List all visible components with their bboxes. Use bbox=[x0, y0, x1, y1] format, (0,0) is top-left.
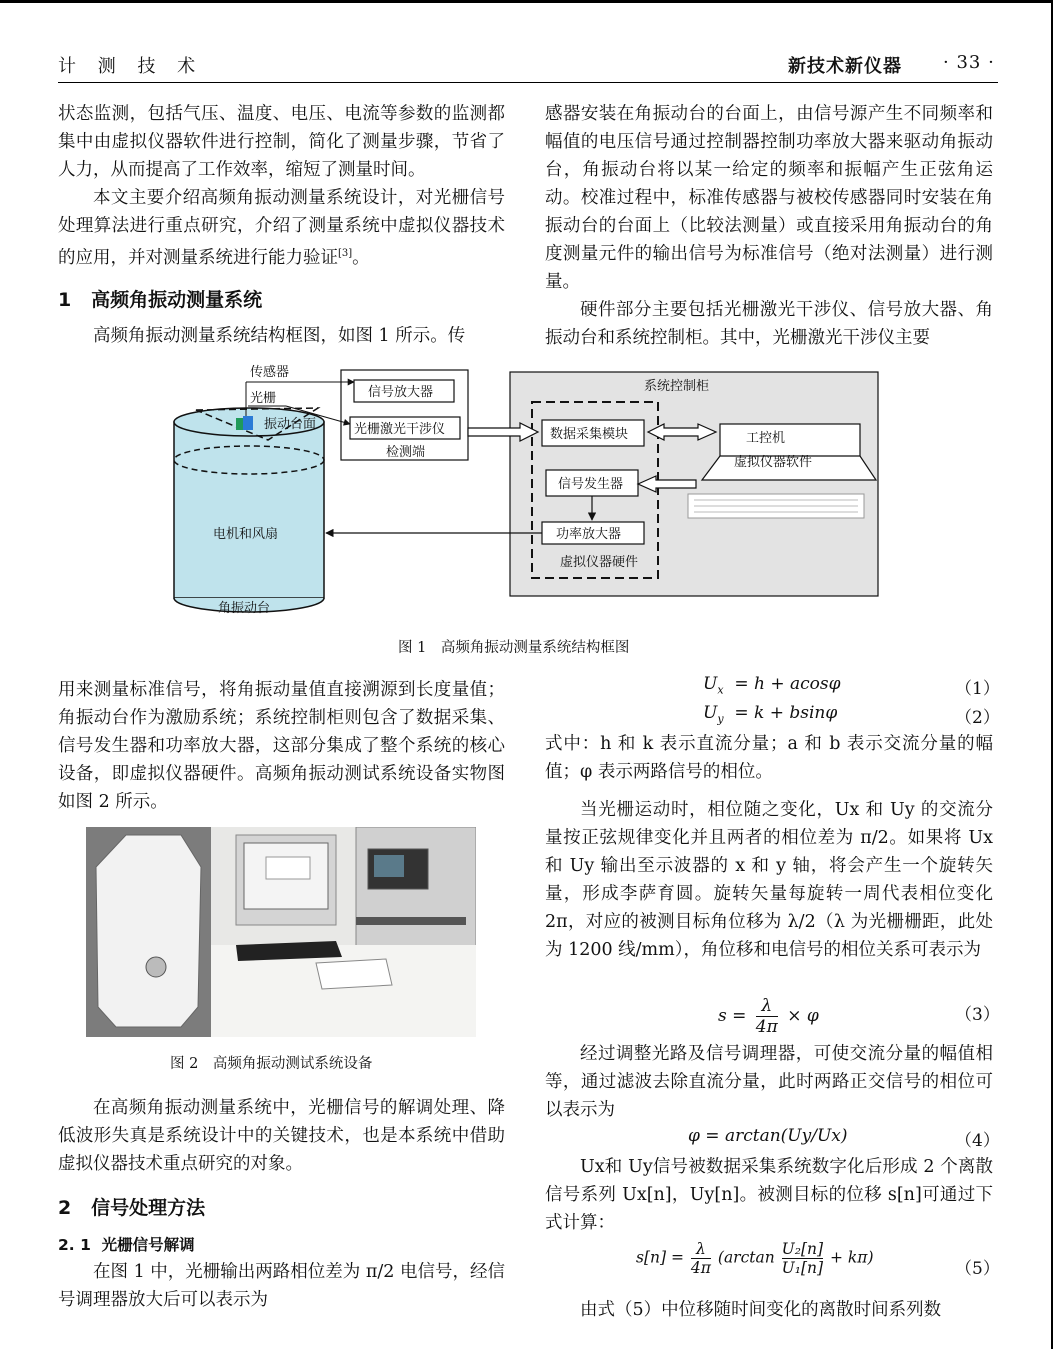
paragraph: 感器安装在角振动台的台面上，由信号源产生不同频率和幅值的电压信号通过控制器控制功率放大器来驱动角振动台，角振动台将以某一给定的频率和振幅产生正弦角运动。校准过程中，标准传感器与被校传感器同时安装在角振动台的台面上（比较法测量）或直接采用角振动台的角度测量元件的输出信号为标准信号（绝对法测量）进行测量。 bbox=[545, 104, 993, 292]
paragraph: 式中：h 和 k 表示直流分量；a 和 b 表示交流分量的幅值；φ 表示两路信号的相位。 bbox=[545, 734, 993, 782]
equation-5-number: （5） bbox=[955, 1259, 1000, 1279]
label-motor-fan: 电机和风扇 bbox=[213, 527, 279, 542]
subsection-heading bbox=[58, 1232, 505, 1258]
section-number: 1 bbox=[58, 288, 72, 311]
eq-lhs: s[n] = bbox=[636, 1248, 684, 1267]
left-column-bottom bbox=[58, 1094, 505, 1314]
equation-1 bbox=[703, 674, 841, 696]
eq-var: U bbox=[703, 703, 718, 723]
eq-sub: y bbox=[717, 712, 724, 726]
section-heading bbox=[58, 1194, 505, 1222]
paragraph: 当光栅运动时，相位随之变化，Ux 和 Uy 的交流分量按正弦规律变化并且两者的相位差为 π/2。如果将 Ux 和 Uy 输出至示波器的 x 和 y 轴，将会产生一个旋转矢量，形成李萨育圆。旋转矢量每旋转一周代表相位变化 2π，对应的被测目标角位移为 λ/2（λ 为光栅栅距，此处为 1200 线/mm），角位移和电信号的相位关系可表示为 bbox=[545, 800, 993, 960]
fraction-den: 4π bbox=[690, 1259, 711, 1277]
right-column-text-b bbox=[545, 1040, 993, 1124]
fraction-num: λ bbox=[691, 1240, 711, 1259]
left-column-top bbox=[58, 100, 505, 350]
paragraph: 用来测量标准信号，将角振动量值直接溯源到长度量值；角振动台作为激励系统；系统控制柜则包含了数据采集、信号发生器和功率放大器，这部分集成了整个系统的核心设备，即虚拟仪器硬件。高频角振动测试系统设备实物图如图 2 所示。 bbox=[58, 680, 505, 812]
label-interferometer: 光栅激光干涉仪 bbox=[354, 422, 446, 437]
label-power-amp: 功率放大器 bbox=[556, 527, 622, 542]
fraction bbox=[691, 1240, 711, 1277]
label-daq: 数据采集模块 bbox=[550, 427, 629, 442]
figure1-diagram bbox=[168, 362, 890, 624]
paragraph: 经过调整光路及信号调理器，可使交流分量的幅值相等，通过滤波去除直流分量，此时两路正交信号的相位可以表示为 bbox=[545, 1044, 993, 1120]
header-rule bbox=[58, 82, 998, 83]
label-vi-software: 虚拟仪器软件 bbox=[734, 455, 813, 470]
grating-blue bbox=[243, 416, 253, 430]
equation-2-number: （2） bbox=[955, 708, 1000, 728]
fraction-den: 4π bbox=[755, 1017, 778, 1037]
eq-sub: x bbox=[717, 683, 724, 697]
figure1-caption: 图 1 高频角振动测量系统结构框图 bbox=[398, 640, 630, 656]
section-title: 高频角振动测量系统 bbox=[91, 288, 263, 311]
equipment-photo bbox=[86, 827, 476, 1037]
paragraph: 高频角振动测量系统结构框图，如图 1 所示。传 bbox=[93, 325, 466, 346]
section-number: 2 bbox=[58, 1197, 72, 1219]
label-control-cabinet: 系统控制柜 bbox=[644, 379, 710, 394]
equation-4: φ = arctan(Uy/Ux) bbox=[688, 1126, 848, 1146]
paragraph bbox=[58, 184, 505, 272]
equation-3-number: （3） bbox=[955, 1005, 1000, 1025]
eq-rhs: × φ bbox=[787, 1006, 819, 1026]
eq-var: U bbox=[703, 674, 718, 694]
paragraph-end: 。 bbox=[352, 247, 370, 268]
equation-4-number: （4） bbox=[955, 1131, 1000, 1151]
right-column-text-c bbox=[545, 1153, 993, 1237]
eq-mid: (arctan bbox=[717, 1248, 775, 1267]
label-sensor: 传感器 bbox=[250, 365, 290, 380]
eq-lhs: s = bbox=[718, 1006, 747, 1026]
label-ipc: 工控机 bbox=[746, 431, 786, 446]
paragraph-text: 本文主要介绍高频角振动测量系统设计，对光栅信号处理算法进行重点研究，介绍了测量系统中虚拟仪器技术的应用，并对测量系统进行能力验证 bbox=[58, 188, 505, 268]
paragraph: 在图 1 中，光栅输出两路相位差为 π/2 电信号，经信号调理器放大后可以表示为 bbox=[58, 1262, 505, 1310]
label-table-surface: 振动台面 bbox=[264, 417, 317, 432]
eq-rhs: = k + bsinφ bbox=[734, 703, 838, 723]
paragraph: 状态监测，包括气压、温度、电压、电流等参数的监测都集中由虚拟仪器软件进行控制，简化了测量步骤，节省了人力，从而提高了工作效率，缩短了测量时间。 bbox=[58, 104, 505, 180]
equation-3 bbox=[718, 996, 819, 1037]
sensor-green bbox=[236, 418, 243, 430]
label-grating: 光栅 bbox=[250, 391, 277, 406]
label-detect-end: 检测端 bbox=[386, 445, 426, 460]
citation: [3] bbox=[338, 248, 353, 259]
fraction bbox=[756, 996, 778, 1037]
eq-rhs: + kπ) bbox=[829, 1248, 874, 1267]
section-heading bbox=[58, 286, 505, 314]
subsection-number: 2. 1 bbox=[58, 1236, 91, 1254]
label-sig-gen: 信号发生器 bbox=[558, 477, 624, 492]
figure2-caption: 图 2 高频角振动测试系统设备 bbox=[170, 1056, 373, 1072]
paragraph: 在高频角振动测量系统中，光栅信号的解调处理、降低波形失真是系统设计中的关键技术，也是本系统中借助虚拟仪器技术重点研究的对象。 bbox=[58, 1098, 505, 1174]
equation-5 bbox=[636, 1240, 874, 1277]
paragraph: Ux和 Uy信号被数据采集系统数字化后形成 2 个离散信号系列 Ux[n]，Uy[n]。被测目标的位移 s[n]可通过下式计算： bbox=[545, 1157, 993, 1233]
fraction-num: λ bbox=[756, 996, 778, 1017]
journal-name: 计 测 技 术 bbox=[58, 56, 204, 77]
equation-1-number: （1） bbox=[955, 679, 1000, 699]
label-vi-hardware: 虚拟仪器硬件 bbox=[560, 555, 639, 570]
equation-2 bbox=[703, 703, 837, 725]
section-name: 新技术新仪器 bbox=[788, 56, 902, 77]
eq-rhs: = h + acosφ bbox=[734, 674, 841, 694]
paragraph: 硬件部分主要包括光栅激光干涉仪、信号放大器、角振动台和系统控制柜。其中，光栅激光干涉仪主要 bbox=[545, 300, 993, 348]
page-frame-top bbox=[0, 0, 1053, 3]
fraction-num: U₂[n] bbox=[781, 1240, 824, 1258]
right-column-top bbox=[545, 100, 993, 352]
subsection-title: 光栅信号解调 bbox=[101, 1236, 195, 1254]
right-column-text-a bbox=[545, 730, 993, 964]
figure2-photo bbox=[86, 827, 476, 1037]
fraction-den: U₁[n] bbox=[781, 1259, 824, 1277]
label-signal-amp: 信号放大器 bbox=[368, 385, 434, 400]
fraction bbox=[782, 1240, 823, 1277]
right-column-text-d bbox=[545, 1296, 993, 1324]
angular-table-cylinder bbox=[174, 408, 324, 612]
label-angular-table: 角振动台 bbox=[218, 601, 271, 616]
left-column-mid bbox=[58, 676, 505, 816]
section-title: 信号处理方法 bbox=[91, 1197, 206, 1219]
page-number: · 33 · bbox=[943, 52, 995, 73]
paragraph: 由式（5）中位移随时间变化的离散时间系列数 bbox=[580, 1300, 942, 1320]
